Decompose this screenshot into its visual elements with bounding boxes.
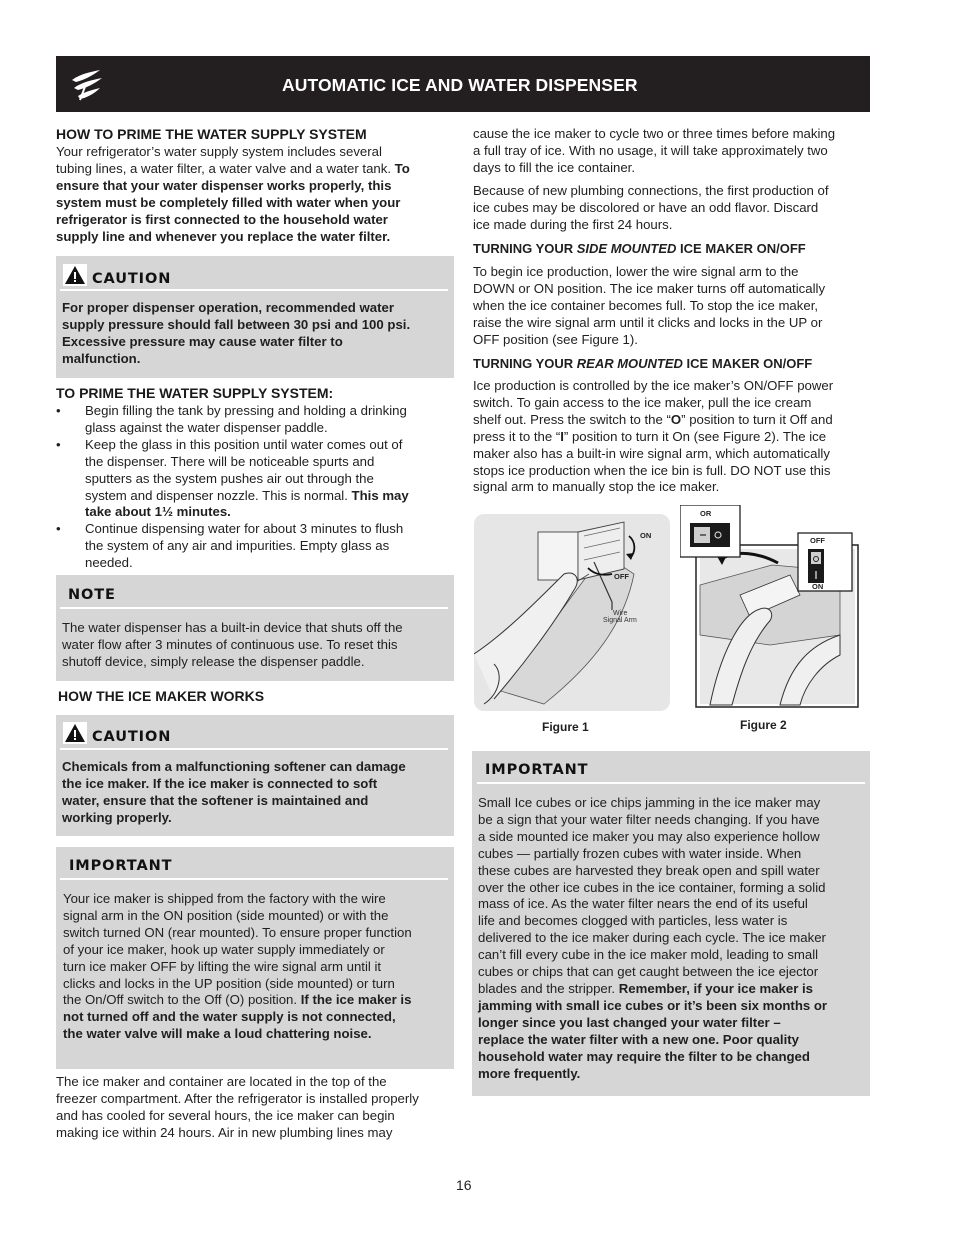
on-label: ON <box>812 582 824 591</box>
list-item: • Keep the glass in this position until water comes out of the dispenser. There will be noticeable spurts and sputters as the system pushes air out through the system and dispenser nozzle. This is normal. This may take about 1½ minutes. <box>56 436 409 520</box>
important-text: Your ice maker is shipped from the factory with the wire signal arm in the ON position (side mounted) or with the switch turned ON (rear mounted). To ensure proper function of your ice maker, hook up water supply immediately or turn ice maker OFF by lifting the wire signal arm until it clicks and locks in the UP position (side mounted) or turn the On/Off switch to the Off (O) position. If the ice maker is not turned off and the water supply is not connected, the water valve will make a loud chattering noise. <box>63 891 412 1042</box>
warning-triangle-icon <box>63 722 87 744</box>
bullet-list <box>56 403 456 572</box>
to-prime-heading: TO PRIME THE WATER SUPPLY SYSTEM: <box>56 385 334 401</box>
frigidaire-logo-icon <box>66 66 106 104</box>
ice-maker-location-text: The ice maker and container are located in the top of the freezer compartment. After the refrigerator is installed properly and has cooled for several hours, the ice maker can begin making ice within 24 hours. Air in new plumbing lines may <box>56 1074 419 1140</box>
text-line: Your refrigerator’s water supply system includes several <box>56 144 382 159</box>
caution-text: For proper dispenser operation, recommended water supply pressure should fall between 30 psi and 100 psi. Excessive pressure may cause water filter to malfunction. <box>62 300 411 366</box>
continued-text: cause the ice maker to cycle two or three times before making a full tray of ice. With no usage, it will take approximately two days to fill the ice container. <box>473 126 836 175</box>
divider <box>60 878 448 880</box>
ice-maker-heading: HOW THE ICE MAKER WORKS <box>58 688 265 704</box>
rear-mounted-text: Ice production is controlled by the ice maker’s ON/OFF power switch. To gain access to the ice maker, pull the ice cream shelf out. Press the switch to the “O” position to turn it Off and press it to the “I” position to turn it On (see Figure 2). The ice maker also has a built-in wire signal arm, which automatically stops ice production when the ice bin is full. DO NOT use this signal arm to manually stop the ice maker. <box>473 378 834 495</box>
important-label: IMPORTANT <box>69 858 173 874</box>
bold-line: refrigerator is first connected to the household water <box>56 211 388 227</box>
divider <box>60 289 448 291</box>
caution-text: Chemicals from a malfunctioning softener can damage the ice maker. If the ice maker is connected to soft water, ensure that the softener is maintained and working properly. <box>62 759 406 825</box>
caution-label: CAUTION <box>92 729 172 745</box>
figure-1-illustration <box>474 514 670 711</box>
figure-2-illustration <box>680 505 860 709</box>
page-title: AUTOMATIC ICE AND WATER DISPENSER <box>282 75 638 95</box>
or-label: OR <box>700 509 712 518</box>
list-item: • Continue dispensing water for about 3 minutes to flush the system of any air and impurities. Empty glass as needed. <box>56 521 404 571</box>
on-label: ON <box>640 531 652 540</box>
plumbing-text: Because of new plumbing connections, the first production of ice cubes may be discolored or have an odd flavor. Discard ice made during the first 24 hours. <box>473 183 829 232</box>
off-label: OFF <box>810 536 825 545</box>
off-label: OFF <box>614 572 629 581</box>
divider <box>477 782 865 784</box>
divider <box>60 607 448 609</box>
text-line: tubing lines, a water filter, a water valve and a water tank. To <box>56 160 410 176</box>
important-text: Small Ice cubes or ice chips jamming in the ice maker may be a sign that your water filter needs changing. If you have a side mounted ice maker you may also experience hollow cubes — partially frozen cubes with water inside. When these cubes are harvested they break open and spill water over the other ice cubes in the ice container, forming a solid mass of ice. As the water filter nears the end of its useful life and becomes clogged with particles, less water is delivered to the ice maker during each cycle. The ice maker can’t fill every cube in the ice maker mold, leading to small cubes or chips that can get caught between the ice ejector blades and the stripper. Remember, if your ice maker is jamming with small ice cubes or it’s been six months or longer since you last changed your water filter – replace the water filter with a new one. Poor quality household water may require the filter to be changed more frequently. <box>478 795 828 1081</box>
signal-arm-label: Signal Arm <box>603 617 637 624</box>
rear-mounted-heading: TURNING YOUR REAR MOUNTED ICE MAKER ON/OFF <box>473 356 813 371</box>
note-text: The water dispenser has a built-in device that shuts off the water flow after 3 minutes of continuous use. To reset this shutoff device, simply release the dispenser paddle. <box>62 620 403 669</box>
note-label: NOTE <box>68 587 116 603</box>
important-label: IMPORTANT <box>485 762 589 778</box>
divider <box>60 748 448 750</box>
caution-label: CAUTION <box>92 271 172 287</box>
wire-label: Wire <box>613 610 628 617</box>
figure-1-caption: Figure 1 <box>542 720 589 734</box>
warning-triangle-icon <box>63 264 87 286</box>
page-number: 16 <box>456 1177 472 1193</box>
prime-intro <box>56 144 456 245</box>
bold-line: system must be completely filled with water when your <box>56 194 401 210</box>
side-mounted-text: To begin ice production, lower the wire signal arm to the DOWN or ON position. The ice maker turns off automatically when the ice container becomes full. To stop the ice maker, raise the wire signal arm until it clicks and locks in the UP or OFF position (see Figure 1). <box>473 264 826 347</box>
prime-heading: HOW TO PRIME THE WATER SUPPLY SYSTEM <box>56 126 367 142</box>
figure-2-caption: Figure 2 <box>740 718 787 732</box>
side-mounted-heading: TURNING YOUR SIDE MOUNTED ICE MAKER ON/OFF <box>473 241 806 256</box>
list-item: • Begin filling the tank by pressing and holding a drinking glass against the water dispenser paddle. <box>56 403 407 435</box>
bold-line: ensure that your water dispenser works properly, this <box>56 177 392 193</box>
bold-line: supply line and whenever you replace the water filter. <box>56 228 391 244</box>
